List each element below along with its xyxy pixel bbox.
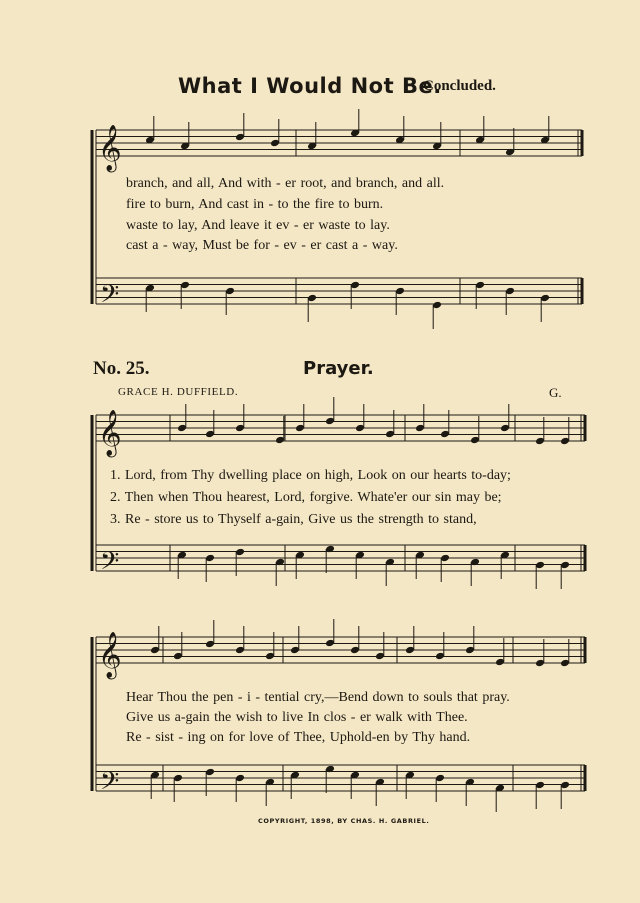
hymn-title-concluded: What I Would Not Be. [178, 74, 442, 98]
treble-clef: 𝄞 [98, 125, 122, 171]
lyric-line: 1. Lord, from Thy dwelling place on high, Look on our hearts to-day; [110, 468, 511, 483]
lyric-line: 2. Then when Thou hearest, Lord, forgive. Whate'er our sin may be; [110, 490, 502, 505]
lyric-line: Hear Thou the pen - i - tential cry,—Bend down to souls that pray. [126, 690, 510, 705]
hymn-number: No. 25. [93, 358, 150, 379]
lyric-line: 3. Re - store us to Thyself a-gain, Give us the strength to stand, [110, 512, 477, 527]
hymn-subtitle: Concluded. [423, 78, 496, 94]
lyric-line: fire to burn, And cast in - to the fire to burn. [126, 197, 384, 212]
hymn-title-prayer: Prayer. [303, 358, 374, 379]
lyric-line: branch, and all, And with - er root, and branch, and all. [126, 176, 445, 191]
treble-clef: 𝄞 [98, 632, 122, 678]
treble-clef: 𝄞 [98, 410, 122, 456]
lyric-line: Re - sist - ing on for love of Thee, Uphold-en by Thy hand. [126, 730, 471, 745]
lyric-line: cast a - way, Must be for - ev - er cast a - way. [126, 238, 398, 253]
lyricist-credit: GRACE H. DUFFIELD. [118, 386, 239, 398]
bass-clef: 𝄢 [100, 767, 120, 802]
bass-clef: 𝄢 [100, 547, 120, 582]
lyric-line: waste to lay, And leave it ev - er waste to lay. [126, 218, 390, 233]
bass-clef: 𝄢 [100, 280, 120, 315]
copyright-notice: COPYRIGHT, 1898, BY CHAS. H. GABRIEL. [258, 817, 430, 825]
lyric-line: Give us a-gain the wish to live In clos - er walk with Thee. [126, 710, 468, 725]
composer-credit: G. [549, 385, 562, 400]
